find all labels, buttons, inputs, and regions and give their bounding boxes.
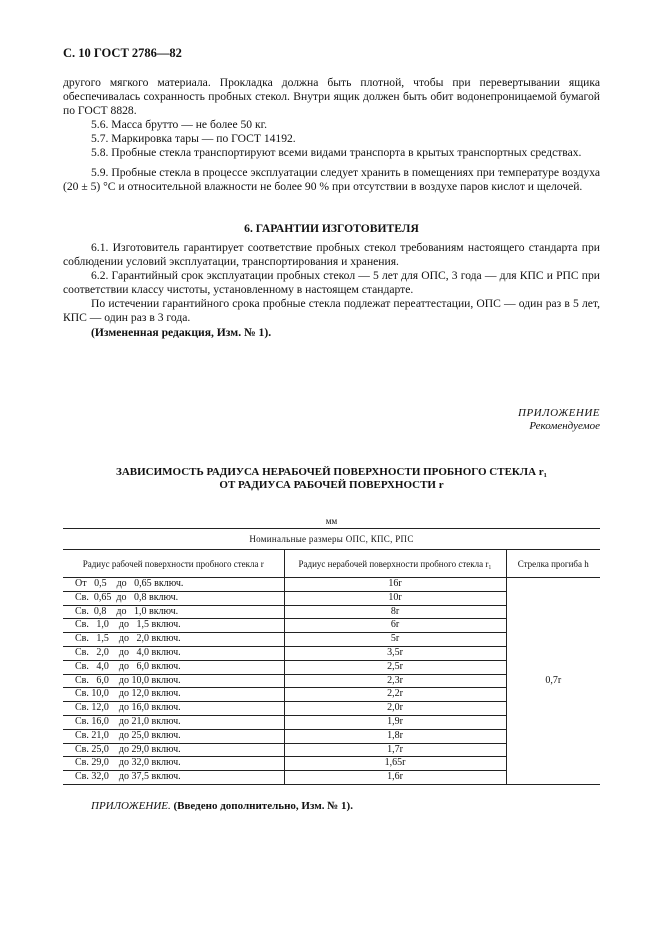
paragraph-5-7: 5.7. Маркировка тары — по ГОСТ 14192. bbox=[91, 132, 296, 146]
body-text-top bbox=[63, 76, 600, 194]
table-body bbox=[63, 578, 600, 785]
table-title bbox=[63, 466, 600, 491]
cell-radius-range: Св. 21,0 до 25,0 включ. bbox=[63, 729, 284, 743]
cell-radius-range: Св. 10,0 до 12,0 включ. bbox=[63, 688, 284, 702]
appendix-label bbox=[518, 407, 600, 433]
cell-radius-r1: 1,8r bbox=[284, 729, 506, 743]
cell-radius-r1: 2,3r bbox=[284, 674, 506, 688]
cell-radius-range: Св. 2,0 до 4,0 включ. bbox=[63, 646, 284, 660]
column-header-r: Радиус рабочей поверхности пробного стекла r bbox=[63, 550, 284, 578]
paragraph-6-2-cont: По истечении гарантийного срока пробные стекла подлежат переаттестации, ОПС — один раз в 5 лет, КПС — один раз в 3 года. bbox=[63, 297, 600, 325]
cell-radius-range: От 0,5 до 0,65 включ. bbox=[63, 578, 284, 592]
cell-radius-range: Св. 1,5 до 2,0 включ. bbox=[63, 633, 284, 647]
appendix-status: Рекомендуемое bbox=[529, 420, 600, 432]
cell-radius-range: Св. 32,0 до 37,5 включ. bbox=[63, 771, 284, 785]
column-header-r1: Радиус нерабочей поверхности пробного стекла r₁ bbox=[284, 550, 506, 578]
cell-radius-range: Св. 29,0 до 32,0 включ. bbox=[63, 757, 284, 771]
cell-radius-r1: 16r bbox=[284, 578, 506, 592]
cell-radius-r1: 3,5r bbox=[284, 646, 506, 660]
radius-table bbox=[63, 528, 600, 785]
paragraph-6-1: 6.1. Изготовитель гарантирует соответствие пробных стекол требованиям настоящего стандарта при соблюдении условий эксплуатации, транспортирования и хранения. bbox=[63, 241, 600, 269]
paragraph-5-6: 5.6. Масса брутто — не более 50 кг. bbox=[91, 118, 267, 132]
cell-radius-r1: 8r bbox=[284, 605, 506, 619]
cell-radius-range: Св. 25,0 до 29,0 включ. bbox=[63, 743, 284, 757]
paragraph-5-9: 5.9. Пробные стекла в процессе эксплуатации следует хранить в помещениях при температуре воздуха (20 ± 5) °С и относительной влажности не более 90 % при отсутствии в воздухе паров кислот и щелочей. bbox=[63, 165, 600, 193]
cell-radius-range: Св. 0,65 до 0,8 включ. bbox=[63, 591, 284, 605]
cell-sag-value: 0,7r bbox=[506, 578, 600, 785]
table-row bbox=[63, 578, 600, 592]
footer-note bbox=[91, 800, 353, 812]
paragraph-6-2: 6.2. Гарантийный срок эксплуатации пробных стекол — 5 лет для ОПС, 3 года — для КПС и РПС при соответствии классу чистоты, установленному в настоящем стандарте. bbox=[63, 269, 600, 297]
table-title-line2: ОТ РАДИУСА РАБОЧЕЙ ПОВЕРХНОСТИ r bbox=[219, 478, 444, 491]
cell-radius-r1: 1,65r bbox=[284, 757, 506, 771]
units-label: мм bbox=[325, 516, 338, 526]
footer-appendix-label: ПРИЛОЖЕНИЕ. bbox=[91, 800, 171, 812]
cell-radius-range: Св. 0,8 до 1,0 включ. bbox=[63, 605, 284, 619]
appendix-title: ПРИЛОЖЕНИЕ bbox=[518, 407, 600, 419]
cell-radius-r1: 10r bbox=[284, 591, 506, 605]
table-title-line1: ЗАВИСИМОСТЬ РАДИУСА НЕРАБОЧЕЙ ПОВЕРХНОСТИ ПРОБНОГО СТЕКЛА r₁ bbox=[116, 466, 547, 478]
amendment-note: (Измененная редакция, Изм. № 1). bbox=[91, 325, 272, 339]
cell-radius-r1: 6r bbox=[284, 619, 506, 633]
paragraph-continuation: другого мягкого материала. Прокладка должна быть плотной, чтобы при перевертывании ящика обеспечивалась сохранность пробных стекол. Внутри ящик должен быть обит водонепроницаемой бумагой по ГОСТ 8828. bbox=[63, 76, 600, 118]
section-6-title: 6. ГАРАНТИИ ИЗГОТОВИТЕЛЯ bbox=[244, 222, 419, 235]
cell-radius-range: Св. 6,0 до 10,0 включ. bbox=[63, 674, 284, 688]
cell-radius-r1: 1,6r bbox=[284, 771, 506, 785]
cell-radius-range: Св. 4,0 до 6,0 включ. bbox=[63, 660, 284, 674]
cell-radius-range: Св. 16,0 до 21,0 включ. bbox=[63, 715, 284, 729]
section-6-text bbox=[63, 238, 600, 340]
cell-radius-r1: 2,2r bbox=[284, 688, 506, 702]
cell-radius-range: Св. 1,0 до 1,5 включ. bbox=[63, 619, 284, 633]
cell-radius-r1: 1,7r bbox=[284, 743, 506, 757]
paragraph-5-8: 5.8. Пробные стекла транспортируют всеми видами транспорта в крытых транспортных средствах. bbox=[91, 146, 582, 160]
page-header: С. 10 ГОСТ 2786—82 bbox=[63, 46, 182, 60]
table-group-header: Номинальные размеры ОПС, КПС, РПС bbox=[63, 529, 600, 550]
cell-radius-range: Св. 12,0 до 16,0 включ. bbox=[63, 702, 284, 716]
column-header-h: Стрелка прогиба h bbox=[506, 550, 600, 578]
cell-radius-r1: 1,9r bbox=[284, 715, 506, 729]
cell-radius-r1: 2,0r bbox=[284, 702, 506, 716]
footer-amendment: (Введено дополнительно, Изм. № 1). bbox=[173, 800, 353, 812]
cell-radius-r1: 2,5r bbox=[284, 660, 506, 674]
cell-radius-r1: 5r bbox=[284, 633, 506, 647]
